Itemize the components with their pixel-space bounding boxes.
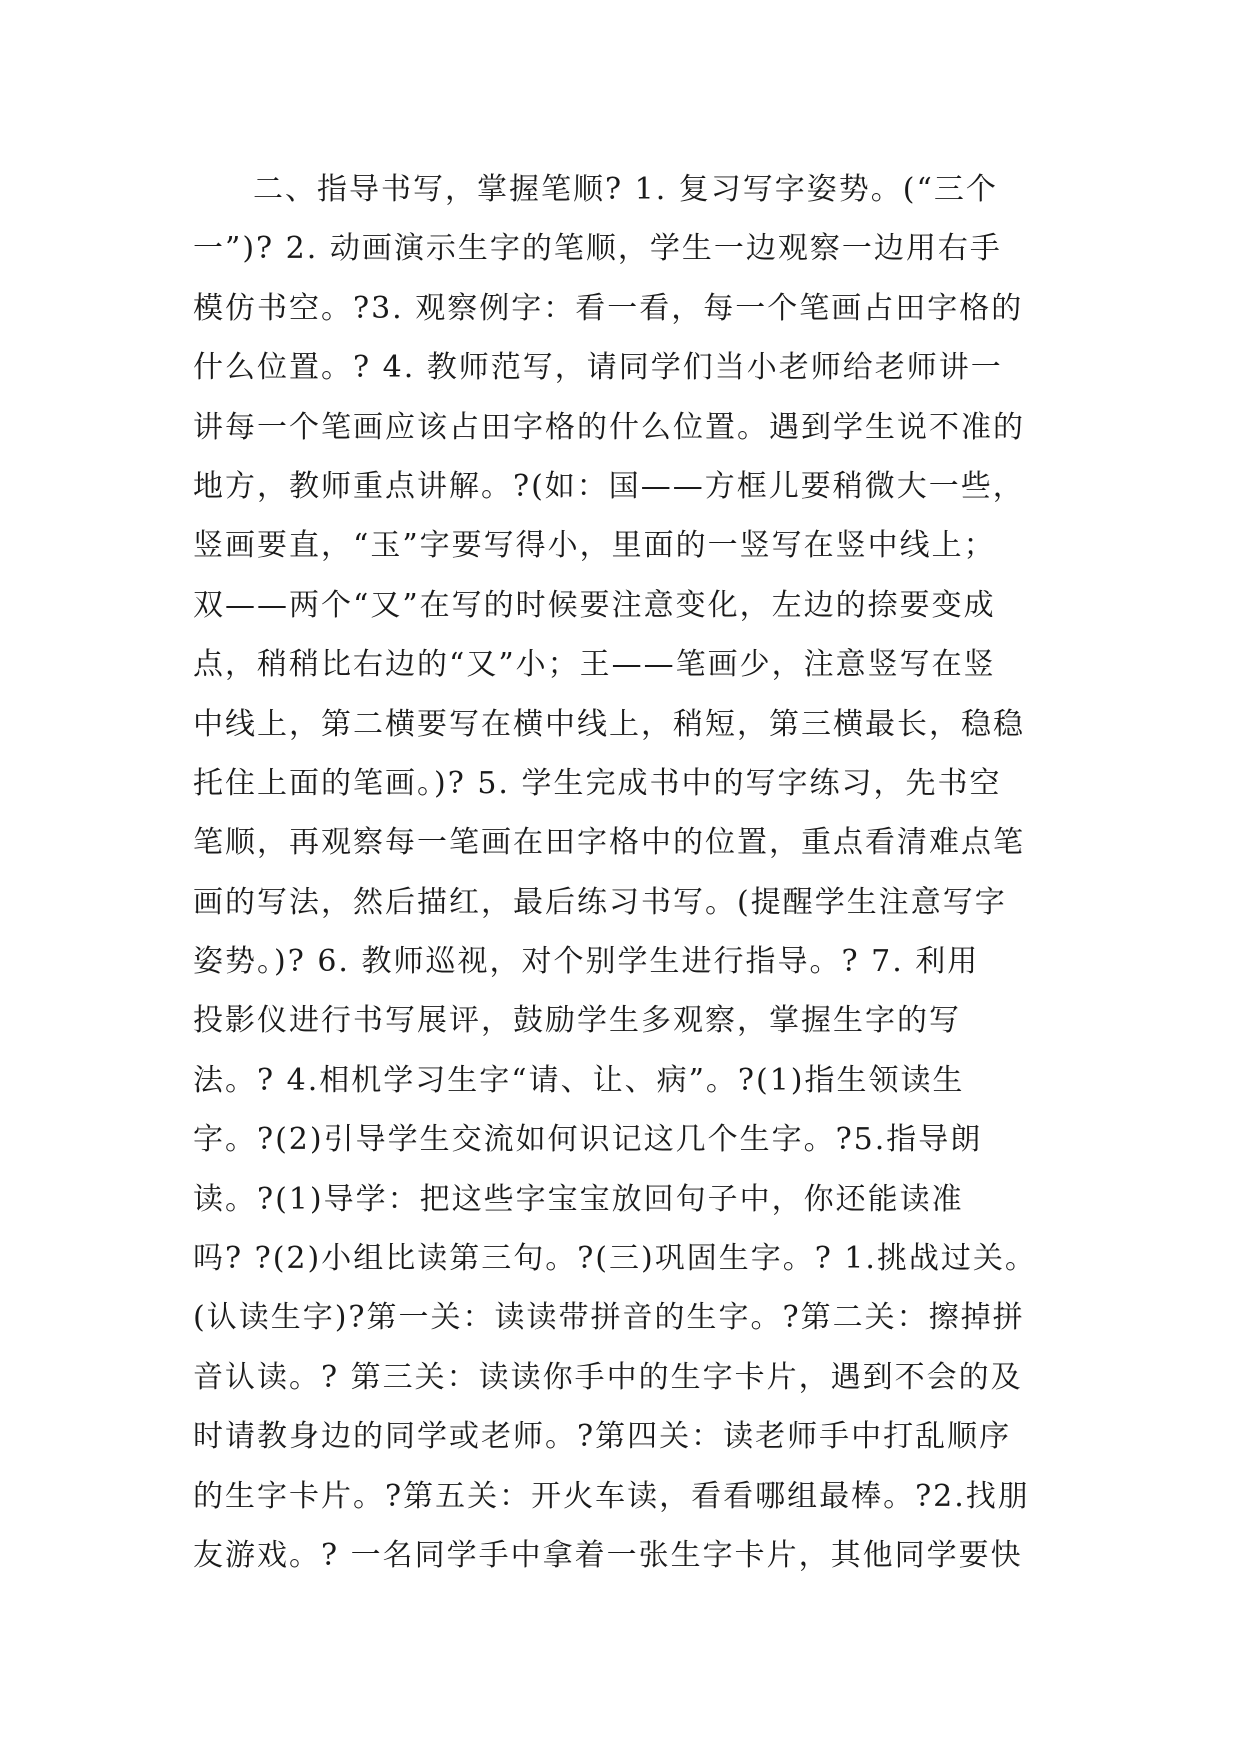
text-line: 音认读。? 第三关：读读你手中的生字卡片，遇到不会的及 <box>193 1359 1023 1395</box>
text-line: (认读生字)?第一关：读读带拼音的生字。?第二关：擦掉拼 <box>193 1300 1025 1336</box>
text-line: 的生字卡片。?第五关：开火车读，看看哪组最棒。?2.找朋 <box>193 1478 1030 1514</box>
body-text <box>193 160 1053 1585</box>
text-line: 法。? 4.相机学习生字“请、让、病”。?(1)指生领读生 <box>193 1062 965 1098</box>
text-line: 画的写法，然后描红，最后练习书写。(提醒学生注意写字 <box>193 884 1007 920</box>
text-line: 地方，教师重点讲解。?(如：国——方框儿要稍微大一些， <box>193 468 1025 504</box>
text-line: 一”)? 2. 动画演示生字的笔顺，学生一边观察一边用右手 <box>193 231 1002 267</box>
text-line: 模仿书空。?3. 观察例字：看一看，每一个笔画占田字格的 <box>193 290 1024 326</box>
text-line: 讲每一个笔画应该占田字格的什么位置。遇到学生说不准的 <box>193 409 1025 445</box>
text-line: 双——两个“又”在写的时候要注意变化，左边的捺要变成 <box>193 587 996 623</box>
text-line: 点，稍稍比右边的“又”小；王——笔画少，注意竖写在竖 <box>193 647 996 683</box>
text-line: 姿势。)? 6. 教师巡视，对个别学生进行指导。? 7. 利用 <box>193 944 980 980</box>
text-line: 中线上，第二横要写在横中线上，稍短，第三横最长，稳稳 <box>193 706 1025 742</box>
text-line: 读。?(1)导学：把这些字宝宝放回句子中，你还能读准 <box>193 1181 964 1217</box>
text-line: 投影仪进行书写展评，鼓励学生多观察，掌握生字的写 <box>193 1003 961 1039</box>
text-line: 竖画要直，“玉”字要写得小，里面的一竖写在竖中线上； <box>193 528 996 564</box>
text-line: 什么位置。? 4. 教师范写，请同学们当小老师给老师讲一 <box>193 350 1003 386</box>
text-line: 时请教身边的同学或老师。?第四关：读老师手中打乱顺序 <box>193 1419 1012 1455</box>
text-line: 字。?(2)引导学生交流如何识记这几个生字。?5.指导朗 <box>193 1122 983 1158</box>
text-line: 友游戏。? 一名同学手中拿着一张生字卡片，其他同学要快 <box>193 1537 1023 1573</box>
text-line: 托住上面的笔画。)? 5. 学生完成书中的写字练习，先书空 <box>193 765 1002 801</box>
text-line: 二、指导书写，掌握笔顺? 1. 复习写字姿势。(“三个 <box>253 172 998 207</box>
text-line: 吗? ?(2)小组比读第三句。?(三)巩固生字。? 1.挑战过关。 <box>193 1241 1037 1277</box>
text-line: 笔顺，再观察每一笔画在田字格中的位置，重点看清难点笔 <box>193 825 1025 861</box>
